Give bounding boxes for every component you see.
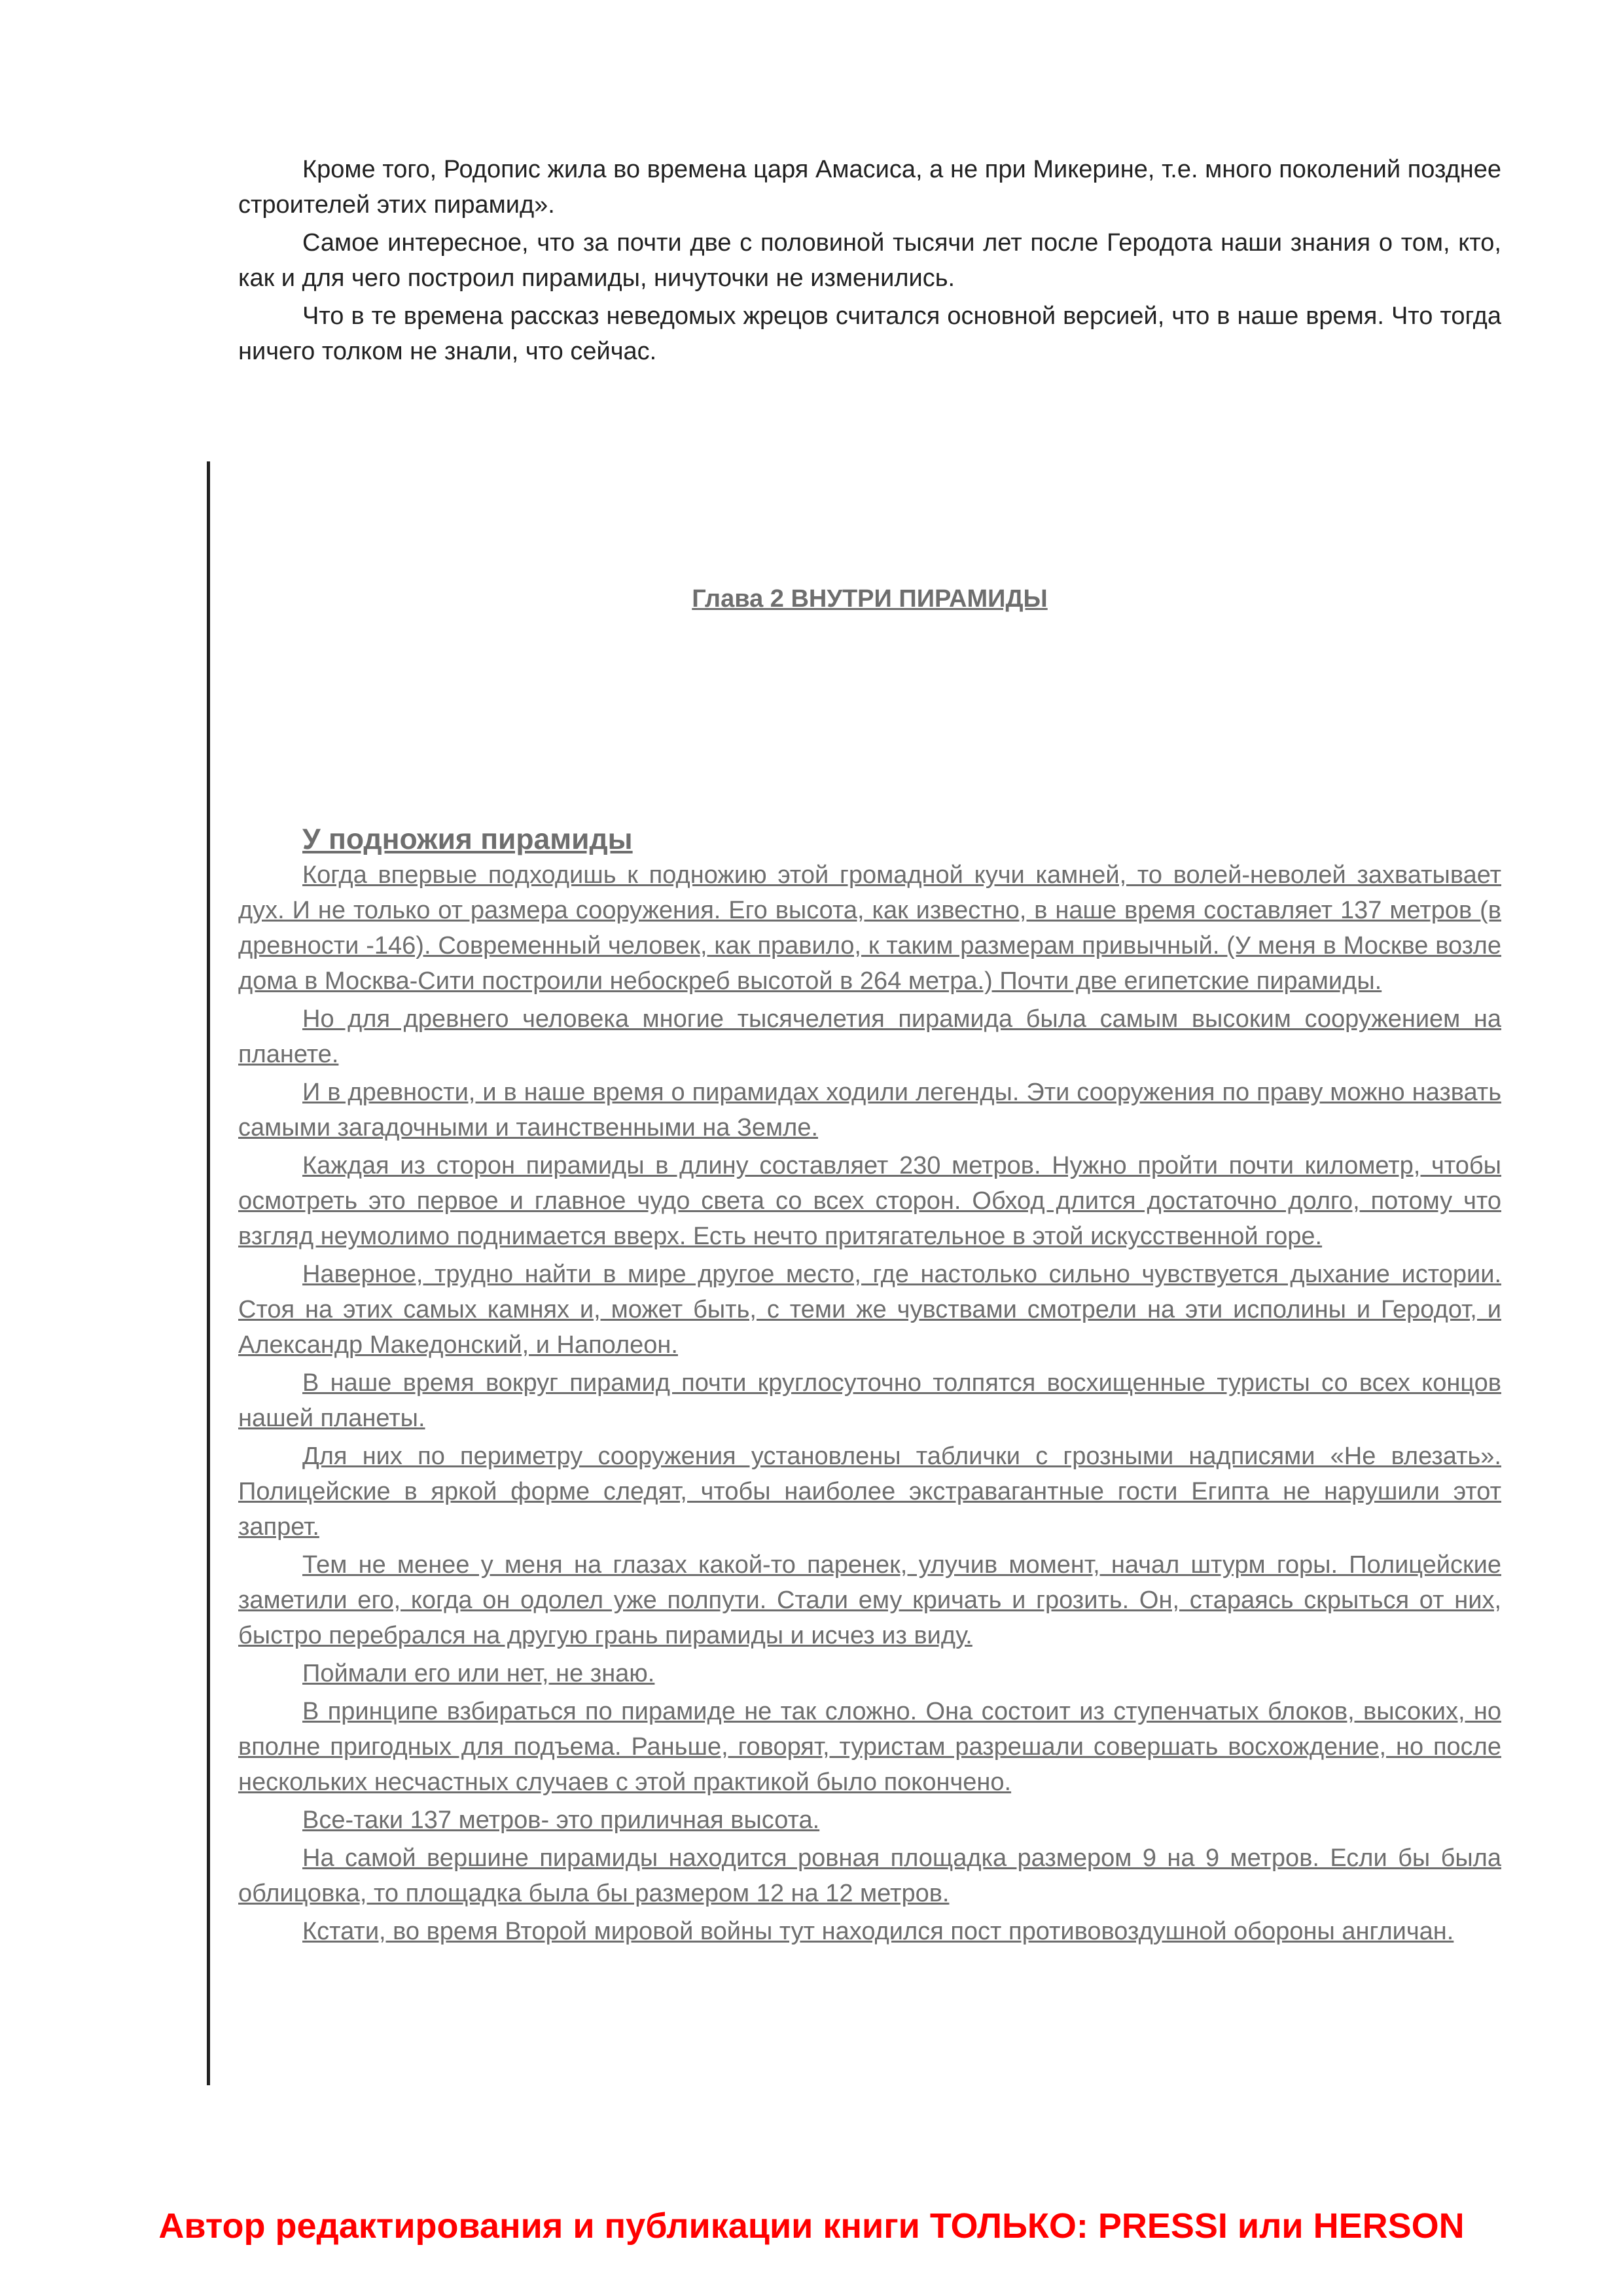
section-paragraph: Поймали его или нет, не знаю. [302,1660,655,1687]
section-paragraph: Когда впервые подходишь к подножию этой громадной кучи камней, то волей-неволей захватывает дух. И не только от размера сооружения. Его высота, как известно, в наше время составляет 137 метров (в древности -146). Современный человек, как правило, к таким размерам привычный. (У меня в Москве возле дома в Москва-Сити построили небоскреб высотой в 264 метра.) Почти две египетские пирамиды. [238,861,1501,995]
section-paragraph: Но для древнего человека многие тысячелетия пирамида была самым высоким сооружением на планете. [238,1005,1501,1068]
publisher-notice: Автор редактирования и публикации книги ТОЛЬКО: PRESSI или HERSON [158,2206,1465,2246]
section-paragraph: Кстати, во время Второй мировой войны тут находился пост противовоздушной обороны англичан. [302,1918,1454,1945]
intro-paragraph: Кроме того, Родопис жила во времена царя Амасиса, а не при Микерине, т.е. много поколений позднее строителей этих пирамид». [238,156,1501,219]
section-title: У подножия пирамиды [302,823,633,855]
section-paragraph: В наше время вокруг пирамид почти круглосуточно толпятся восхищенные туристы со всех концов нашей планеты. [238,1369,1501,1432]
intro-paragraph: Что в те времена рассказ неведомых жрецов считался основной версией, что в наше время. Что тогда ничего толком не знали, что сейчас. [238,302,1501,365]
chapter-title: Глава 2 ВНУТРИ ПИРАМИДЫ [692,585,1048,613]
section-text-block [238,822,1501,1952]
section-paragraph: Наверное, трудно найти в мире другое место, где настолько сильно чувствуется дыхание истории. Стоя на этих самых камнях и, может быть, с теми же чувствами смотрели на эти исполины и Геродот, и Александр Македонский, и Наполеон. [238,1261,1501,1359]
section-paragraph: Для них по периметру сооружения установлены таблички с грозными надписями «Не влезать». Полицейские в яркой форме следят, чтобы наиболее экстравагантные гости Египта не нарушили этот запрет. [238,1443,1501,1541]
section-paragraph: И в древности, и в наше время о пирамидах ходили легенды. Эти сооружения по праву можно назвать самыми загадочными и таинственными на Земле. [238,1079,1501,1141]
section-paragraph: Каждая из сторон пирамиды в длину составляет 230 метров. Нужно пройти почти километр, чтобы осмотреть это первое и главное чудо света со всех сторон. Обход длится достаточно долго, потому что взгляд неумолимо поднимается вверх. Есть нечто притягательное в этой искусственной горе. [238,1152,1501,1250]
section-paragraph: Тем не менее у меня на глазах какой-то паренек, улучив момент, начал штурм горы. Полицейские заметили его, когда он одолел уже полпути. Стали ему кричать и грозить. Он, стараясь скрыться от них, быстро перебрался на другую грань пирамиды и исчез из виду. [238,1551,1501,1649]
section-paragraph: Все-таки 137 метров- это приличная высота. [302,1806,820,1834]
intro-text-block [238,152,1501,372]
intro-paragraph: Самое интересное, что за почти две с половиной тысячи лет после Геродота наши знания о том, кто, как и для чего построил пирамиды, ничуточки не изменились. [238,229,1501,292]
section-paragraph: На самой вершине пирамиды находится ровная площадка размером 9 на 9 метров. Если бы была облицовка, то площадка была бы размером 12 на 12 метров. [238,1844,1501,1907]
section-paragraph: В принципе взбираться по пирамиде не так сложно. Она состоит из ступенчатых блоков, высоких, но вполне пригодных для подъема. Раньше, говорят, туристам разрешали совершать восхождение, но после нескольких несчастных случаев с этой практикой было покончено. [238,1698,1501,1796]
revision-change-bar [207,461,210,2085]
